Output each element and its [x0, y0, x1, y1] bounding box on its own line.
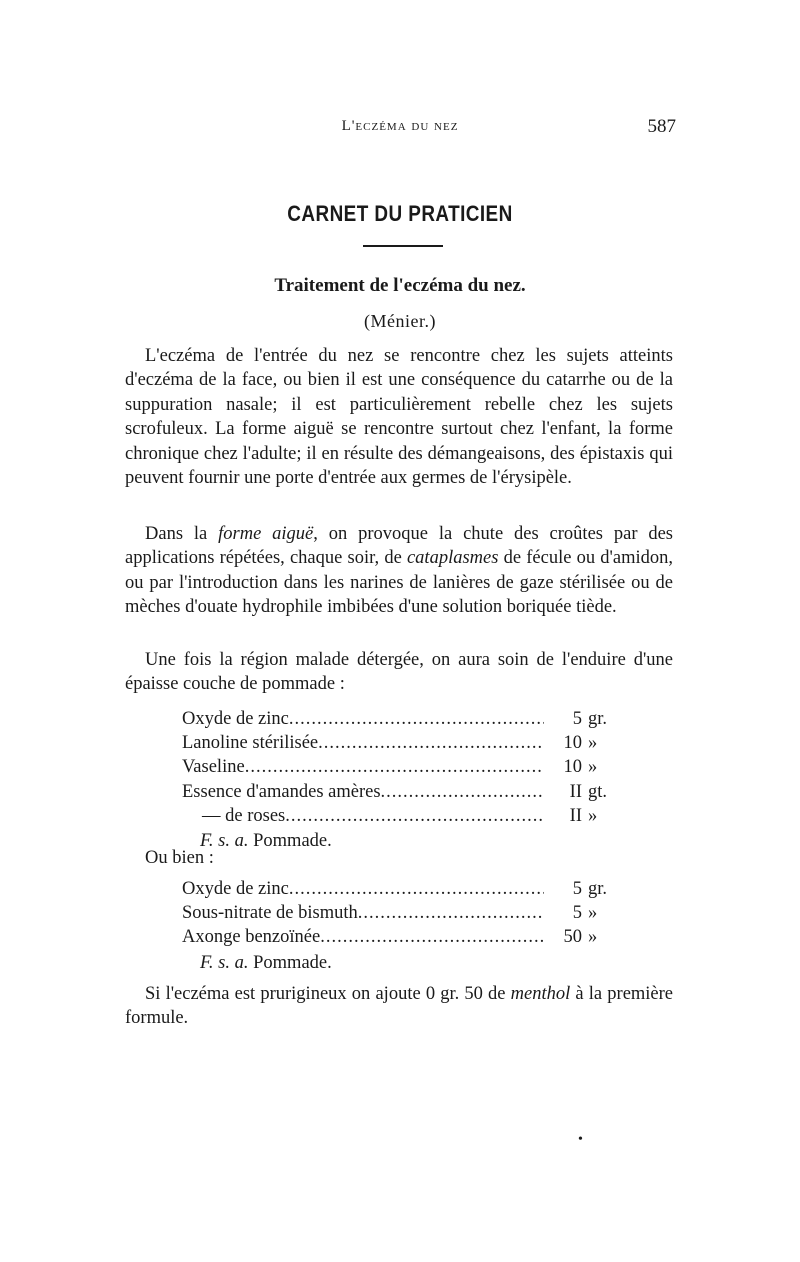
leader-dots — [289, 707, 544, 731]
ingredient-quantity: 5 — [572, 709, 582, 729]
leader-dots — [358, 901, 544, 925]
text-run: Dans la — [145, 524, 219, 544]
paragraph-text: L'eczéma de l'entrée du nez se rencontre chez les sujets atteints d'eczéma de la face, ou bien il est une conséquence du catarrhe ou de la suppuration nasale; il est particulièrement rebelle chez les sujets scrofuleux. La forme aiguë se rencontre surtout chez l'enfant, la forme chronique chez l'adulte; il en résulte des démangeaisons, des épistaxis qui peuvent fournir une porte d'entrée aux germes de l'érysipèle. — [125, 346, 673, 489]
recipe-line — [182, 804, 628, 828]
paragraph-acute-form — [125, 522, 673, 620]
ingredient-name: Axonge benzoïnée — [182, 927, 321, 948]
paragraph-intro — [125, 344, 673, 490]
ingredient-unit: » — [588, 805, 598, 826]
paragraph-text — [125, 522, 673, 620]
ingredient-unit: gr. — [588, 879, 608, 899]
recipe-line — [182, 731, 628, 755]
fsa-abbrev: F. s. a. — [200, 830, 249, 851]
ingredient-unit: gr. — [588, 709, 608, 729]
text-run: à la première formule. — [125, 984, 674, 1029]
emphasis-forme-aigue: forme aiguë — [218, 524, 314, 544]
leader-dots — [285, 804, 544, 828]
running-title: L'eczéma du nez — [341, 118, 459, 134]
leader-dots — [245, 755, 544, 779]
ingredient-name: — de roses — [202, 805, 286, 826]
alternative-label: Ou bien : — [145, 848, 214, 868]
paragraph-text — [125, 982, 673, 1031]
page-number: 587 — [647, 116, 676, 137]
recipe-line — [182, 707, 628, 731]
recipe-line — [182, 780, 628, 804]
paragraph-text: Une fois la région malade détergée, on aura soin de l'enduire d'une épaisse couche de pommade : — [125, 650, 673, 695]
leader-dots — [381, 780, 544, 804]
recipe-form: Pommade. — [253, 830, 332, 851]
ingredient-unit: » — [588, 927, 598, 948]
ingredient-unit: » — [588, 733, 598, 754]
recipe-line — [182, 925, 628, 949]
title-rule — [363, 245, 443, 247]
printer-mark: • — [578, 1132, 583, 1147]
recipe-formula-2 — [182, 877, 628, 976]
text-run: Si l'eczéma est prurigineux on ajoute 0 gr. 50 de — [145, 984, 511, 1004]
article-title: Traitement de l'eczéma du nez. — [274, 275, 526, 296]
section-title: CARNET DU PRATICIEN — [287, 201, 513, 226]
fsa-abbrev: F. s. a. — [200, 952, 249, 973]
ingredient-quantity: 5 — [572, 903, 582, 924]
ingredient-name: Oxyde de zinc — [182, 879, 289, 899]
ingredient-name: Lanoline stérilisée — [182, 733, 319, 754]
ingredient-quantity: II — [569, 781, 582, 802]
recipe-line — [182, 877, 628, 901]
ingredient-unit: gt. — [588, 781, 608, 802]
running-head — [0, 116, 800, 140]
leader-dots — [318, 731, 544, 755]
recipe-form: Pommade. — [253, 952, 332, 973]
ingredient-unit: » — [588, 903, 598, 924]
text-run: , on provoque la chute des croûtes par des applications répétées, chaque soir, de — [125, 524, 674, 569]
leader-dots — [320, 925, 544, 949]
recipe-instruction — [182, 950, 628, 976]
paragraph-ointment — [125, 648, 673, 697]
ingredient-name: Sous-nitrate de bismuth — [182, 903, 358, 924]
recipe-instruction — [182, 828, 628, 854]
ingredient-unit: » — [588, 757, 598, 778]
recipe-line — [182, 755, 628, 779]
recipe-line — [182, 901, 628, 925]
ingredient-quantity: 5 — [572, 879, 582, 899]
paragraph-menthol — [125, 982, 673, 1031]
emphasis-menthol: menthol — [510, 984, 571, 1004]
ingredient-quantity: 10 — [563, 757, 582, 778]
leader-dots — [289, 877, 544, 901]
ingredient-quantity: 10 — [563, 733, 582, 754]
text-run: de fécule ou d'amidon, ou par l'introduction dans les narines de lanières de gaze stérilisée ou de mèches d'ouate hydrophile imbibées d'une solution boriquée tiède. — [125, 548, 673, 618]
ingredient-name: Vaseline — [182, 757, 245, 778]
ingredient-name: Essence d'amandes amères — [182, 781, 381, 802]
ingredient-name: Oxyde de zinc — [182, 709, 289, 729]
emphasis-cataplasmes: cataplasmes — [406, 548, 499, 569]
article-author: (Ménier.) — [364, 311, 436, 331]
ingredient-quantity: 50 — [563, 927, 582, 948]
recipe-formula-1 — [182, 707, 628, 854]
ingredient-quantity: II — [569, 805, 582, 826]
